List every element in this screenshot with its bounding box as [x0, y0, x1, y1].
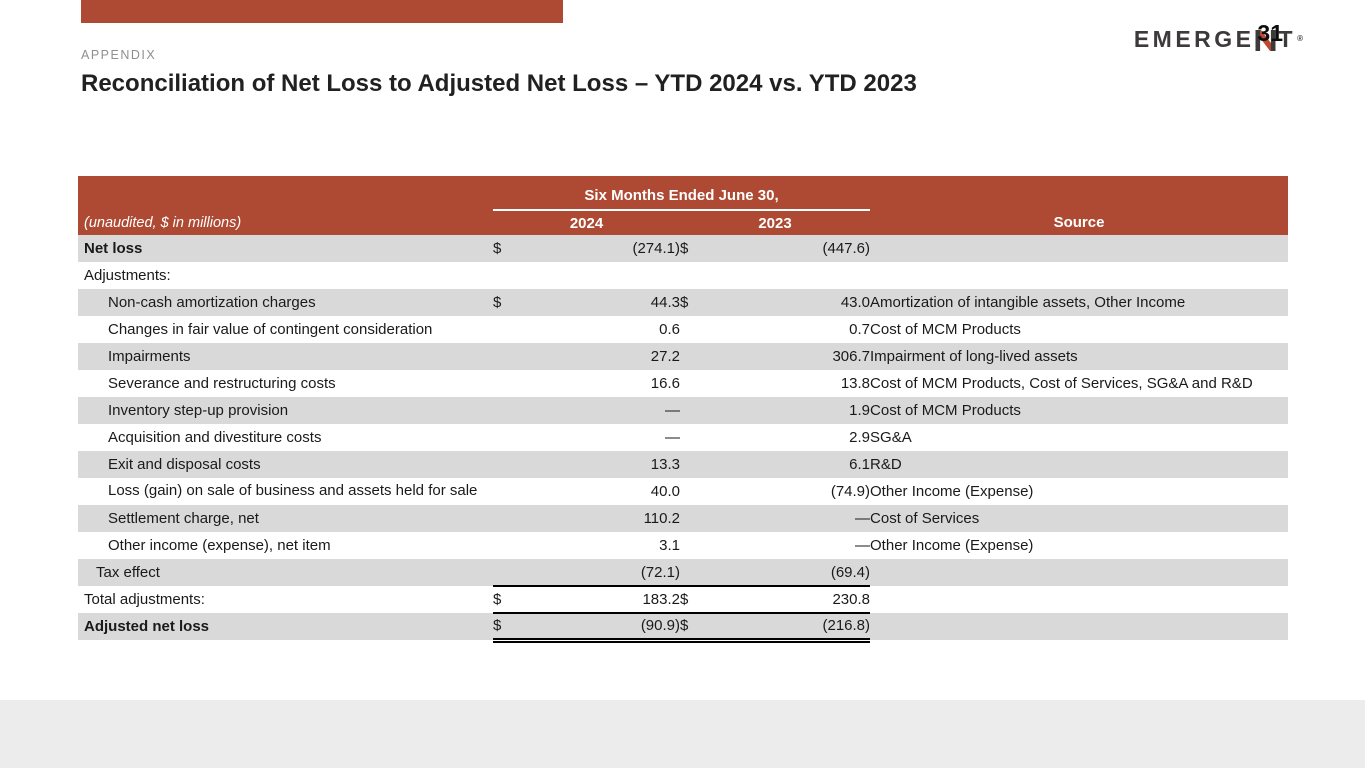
- currency-symbol-2023: [680, 532, 705, 559]
- currency-symbol-2023: $: [680, 613, 705, 640]
- value-2024: 44.3: [518, 289, 680, 316]
- value-2023: 230.8: [705, 586, 870, 613]
- row-source: R&D: [870, 451, 1288, 478]
- value-2024: (274.1): [518, 235, 680, 262]
- currency-symbol-2024: [493, 532, 518, 559]
- currency-symbol-2023: [680, 424, 705, 451]
- table-row: [78, 559, 1288, 586]
- value-2023: 13.8: [705, 370, 870, 397]
- row-source: [870, 559, 1288, 586]
- currency-symbol-2024: $: [493, 613, 518, 640]
- header-empty-cell: [870, 176, 1288, 210]
- row-label: Changes in fair value of contingent consideration: [78, 316, 493, 343]
- currency-symbol-2023: $: [680, 235, 705, 262]
- page-number: 31: [1257, 20, 1283, 46]
- row-source: Impairment of long-lived assets: [870, 343, 1288, 370]
- row-source: [870, 235, 1288, 262]
- currency-symbol-2024: $: [493, 235, 518, 262]
- currency-symbol-2023: [680, 397, 705, 424]
- row-label: Other income (expense), net item: [78, 532, 493, 559]
- value-2023: [705, 262, 870, 289]
- row-label: Total adjustments:: [78, 586, 493, 613]
- currency-symbol-2023: [680, 505, 705, 532]
- currency-symbol-2024: [493, 559, 518, 586]
- table-row: [78, 316, 1288, 343]
- table-row: [78, 613, 1288, 640]
- table-row: [78, 235, 1288, 262]
- value-2024: —: [518, 424, 680, 451]
- row-label: Inventory step-up provision: [78, 397, 493, 424]
- trademark-symbol: ®: [1297, 34, 1303, 43]
- row-source: Cost of Services: [870, 505, 1288, 532]
- value-2024: 0.6: [518, 316, 680, 343]
- currency-symbol-2024: [493, 370, 518, 397]
- currency-symbol-2024: $: [493, 289, 518, 316]
- footer-band: [0, 700, 1365, 768]
- logo-wordmark-left: EMERGE: [1133, 26, 1255, 52]
- row-label: Severance and restructuring costs: [78, 370, 493, 397]
- row-label: Tax effect: [78, 559, 493, 586]
- table-row: [78, 343, 1288, 370]
- row-source: [870, 586, 1288, 613]
- row-source: Cost of MCM Products: [870, 316, 1288, 343]
- appendix-label: APPENDIX: [81, 48, 157, 62]
- table-row: [78, 289, 1288, 316]
- currency-symbol-2023: [680, 559, 705, 586]
- year-2023-header: 2023: [680, 210, 870, 235]
- value-2023: 6.1: [705, 451, 870, 478]
- table-row: [78, 262, 1288, 289]
- table-row: [78, 424, 1288, 451]
- currency-symbol-2024: [493, 451, 518, 478]
- row-label: Non-cash amortization charges: [78, 289, 493, 316]
- value-2023: —: [705, 532, 870, 559]
- slide-accent-bar: [81, 0, 563, 23]
- period-span-header: Six Months Ended June 30,: [493, 176, 870, 210]
- row-source: SG&A: [870, 424, 1288, 451]
- currency-symbol-2024: [493, 478, 518, 505]
- value-2023: (447.6): [705, 235, 870, 262]
- value-2024: —: [518, 397, 680, 424]
- reconciliation-table: [78, 176, 1288, 643]
- row-source: [870, 262, 1288, 289]
- value-2023: 2.9: [705, 424, 870, 451]
- value-2023: 1.9: [705, 397, 870, 424]
- value-2024: 13.3: [518, 451, 680, 478]
- value-2024: 16.6: [518, 370, 680, 397]
- currency-symbol-2023: [680, 343, 705, 370]
- table-header-span-row: [78, 176, 1288, 210]
- table-row: [78, 505, 1288, 532]
- row-label: Adjustments:: [78, 262, 493, 289]
- value-2023: —: [705, 505, 870, 532]
- row-source: [870, 613, 1288, 640]
- row-label: Acquisition and divestiture costs: [78, 424, 493, 451]
- currency-symbol-2024: [493, 424, 518, 451]
- currency-symbol-2023: $: [680, 289, 705, 316]
- currency-symbol-2024: $: [493, 586, 518, 613]
- row-label: Exit and disposal costs: [78, 451, 493, 478]
- currency-symbol-2024: [493, 316, 518, 343]
- row-source: Other Income (Expense): [870, 478, 1288, 505]
- row-label: Settlement charge, net: [78, 505, 493, 532]
- currency-symbol-2024: [493, 505, 518, 532]
- currency-symbol-2024: [493, 397, 518, 424]
- year-2024-header: 2024: [493, 210, 680, 235]
- row-label: Net loss: [78, 235, 493, 262]
- currency-symbol-2023: [680, 478, 705, 505]
- table-row: [78, 478, 1288, 505]
- unaudited-note: (unaudited, $ in millions): [78, 210, 493, 235]
- row-label: Impairments: [78, 343, 493, 370]
- value-2024: (90.9): [518, 613, 680, 640]
- currency-symbol-2023: $: [680, 586, 705, 613]
- header-empty-cell: [78, 176, 493, 210]
- value-2024: 3.1: [518, 532, 680, 559]
- currency-symbol-2024: [493, 262, 518, 289]
- value-2024: 110.2: [518, 505, 680, 532]
- currency-symbol-2023: [680, 370, 705, 397]
- value-2023: (69.4): [705, 559, 870, 586]
- row-source: Cost of MCM Products, Cost of Services, SG&A and R&D: [870, 370, 1288, 397]
- value-2023: (74.9): [705, 478, 870, 505]
- currency-symbol-2023: [680, 262, 705, 289]
- value-2024: 27.2: [518, 343, 680, 370]
- value-2023: 43.0: [705, 289, 870, 316]
- currency-symbol-2023: [680, 451, 705, 478]
- table-header-columns-row: [78, 210, 1288, 235]
- value-2024: [518, 262, 680, 289]
- value-2023: 0.7: [705, 316, 870, 343]
- currency-symbol-2023: [680, 316, 705, 343]
- currency-symbol-2024: [493, 343, 518, 370]
- value-2023: (216.8): [705, 613, 870, 640]
- value-2023: 306.7: [705, 343, 870, 370]
- table-row: [78, 451, 1288, 478]
- source-header: Source: [870, 210, 1288, 235]
- logo-wordmark-right: T: [1278, 26, 1297, 52]
- row-label: Loss (gain) on sale of business and assets held for sale: [78, 478, 493, 505]
- table-row: [78, 397, 1288, 424]
- row-source: Other Income (Expense): [870, 532, 1288, 559]
- table-row: [78, 586, 1288, 613]
- value-2024: (72.1): [518, 559, 680, 586]
- value-2024: 183.2: [518, 586, 680, 613]
- row-source: Amortization of intangible assets, Other Income: [870, 289, 1288, 316]
- table-row: [78, 370, 1288, 397]
- slide-title: Reconciliation of Net Loss to Adjusted Net Loss – YTD 2024 vs. YTD 2023: [81, 70, 917, 97]
- row-label: Adjusted net loss: [78, 613, 493, 640]
- value-2024: 40.0: [518, 478, 680, 505]
- table-row: [78, 532, 1288, 559]
- row-source: Cost of MCM Products: [870, 397, 1288, 424]
